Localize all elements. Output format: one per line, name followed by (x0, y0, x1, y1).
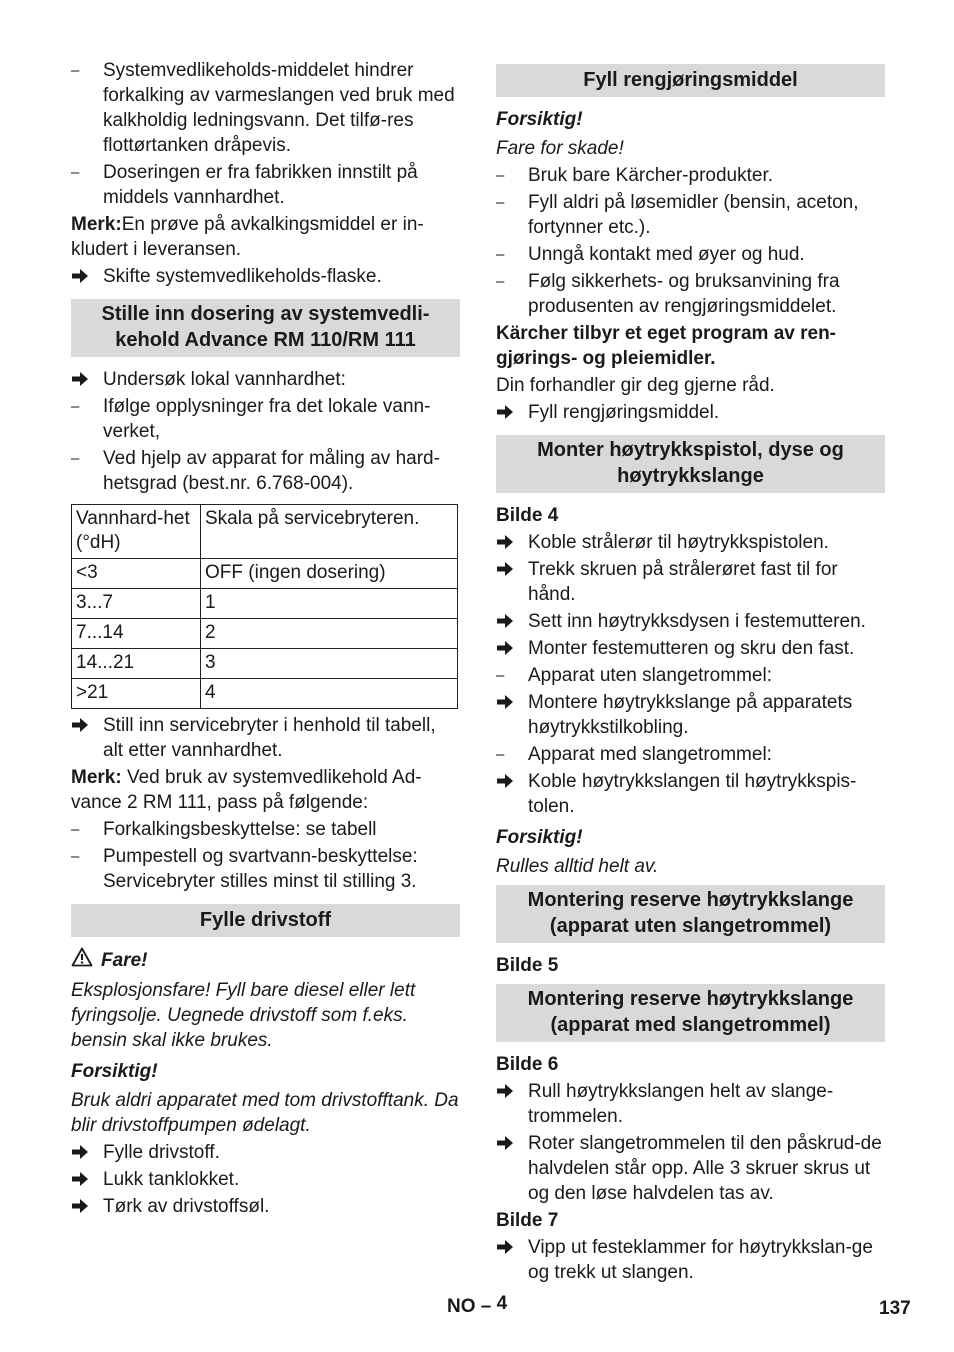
section-heading: Fyll rengjøringsmiddel (496, 64, 885, 97)
table-cell: <3 (72, 559, 201, 589)
action-text: Skifte systemvedlikeholds-flaske. (103, 266, 382, 287)
list-item (496, 742, 885, 767)
figure-label: Bilde 5 (496, 955, 559, 976)
section-heading: Stille inn dosering av systemvedli-kehold Advance RM 110/RM 111 (71, 299, 460, 357)
action-item (496, 1235, 885, 1285)
arrow-icon (71, 713, 99, 738)
action-text: Koble høytrykkslangen til høytrykkspis-tolen. (528, 771, 857, 817)
dash-marker: – (496, 667, 505, 684)
table-row (72, 505, 458, 559)
list-item-text: Pumpestell og svartvann-beskyttelse: Servicebryter stilles minst til stilling 3. (103, 846, 418, 892)
danger-heading (71, 947, 460, 974)
action-text: Monter festemutteren og skru den fast. (528, 638, 855, 659)
note-label: Merk: (71, 767, 122, 788)
danger-text: Eksplosjonsfare! Fyll bare diesel eller lett fyringsolje. Uegnede drivstoff som f.eks. bensin skal ikke brukes. (71, 980, 416, 1051)
action-text: Roter slangetrommelen til den påskrud-de halvdelen står opp. Alle 3 skruer skrus ut og den løse halvdelen tas av. (528, 1133, 882, 1204)
figure-label: Bilde 6 (496, 1054, 559, 1075)
list-item-text: Unngå kontakt med øyer og hud. (528, 244, 805, 265)
caution-text: Bruk aldri apparatet med tom drivstofftank. Da blir drivstoffpumpen ødelagt. (71, 1090, 459, 1136)
warning-triangle-icon (71, 947, 93, 974)
footer-lang: NO (447, 1296, 476, 1317)
action-text: Koble strålerør til høytrykkspistolen. (528, 532, 829, 553)
table-row (72, 619, 458, 649)
caution-label: Forsiktig! (71, 1061, 158, 1082)
note-paragraph (71, 765, 460, 815)
list-item-text: Doseringen er fra fabrikken innstilt på middels vannhardhet. (103, 162, 418, 208)
list-item (496, 242, 885, 267)
section-heading: Montering reserve høytrykkslange (apparat med slangetrommel) (496, 984, 885, 1042)
action-text: Trekk skruen på strålerøret fast til for hånd. (528, 559, 838, 605)
section-heading: Montering reserve høytrykkslange (apparat uten slangetrommel) (496, 885, 885, 943)
action-text: Tørk av drivstoffsøl. (103, 1196, 270, 1217)
table-cell: 3...7 (72, 589, 201, 619)
list-item-text: Ifølge opplysninger fra det lokale vann-verket, (103, 396, 431, 442)
action-text: Fylle drivstoff. (103, 1142, 220, 1163)
arrow-icon (496, 1131, 524, 1156)
caution-label: Forsiktig! (496, 109, 583, 130)
list-item (71, 58, 460, 158)
arrow-icon (496, 400, 524, 425)
list-item (496, 163, 885, 188)
action-text: Fyll rengjøringsmiddel. (528, 402, 720, 423)
caution-text: Rulles alltid helt av. (496, 856, 659, 877)
list-item (71, 394, 460, 444)
dash-marker: – (71, 164, 80, 181)
dash-marker: – (496, 246, 505, 263)
list-item (71, 817, 460, 842)
figure-label: Bilde 7 (496, 1210, 559, 1231)
arrow-icon (496, 1079, 524, 1104)
action-text: Undersøk lokal vannhardhet: (103, 369, 346, 390)
dash-marker: – (71, 821, 80, 838)
info-paragraph: Din forhandler gir deg gjerne råd. (496, 375, 775, 396)
action-item (496, 1079, 885, 1129)
action-text: Vipp ut festeklammer for høytrykkslan-ge og trekk ut slangen. (528, 1237, 873, 1283)
action-text: Still inn servicebryter i henhold til tabell, alt etter vannhardhet. (103, 715, 436, 761)
note-paragraph (71, 212, 460, 262)
note-text: Ved bruk av systemvedlikehold Ad-vance 2 RM 111, pass på følgende: (71, 767, 422, 813)
list-item (496, 663, 885, 688)
action-item (496, 1131, 885, 1206)
section-heading: Fylle drivstoff (71, 904, 460, 937)
dash-marker: – (496, 273, 505, 290)
note-label: Merk: (71, 214, 122, 235)
caution-subtext: Fare for skade! (496, 138, 624, 159)
action-item (71, 264, 460, 289)
list-item (71, 446, 460, 496)
list-item-text: Følg sikkerhets- og bruksanvining fra produsenten av rengjøringsmiddelet. (528, 271, 840, 317)
arrow-icon (71, 1140, 99, 1165)
list-item-text: Apparat uten slangetrommel: (528, 665, 772, 686)
caution-label: Forsiktig! (496, 827, 583, 848)
action-item (496, 557, 885, 607)
table-cell: >21 (72, 679, 201, 709)
info-paragraph: Kärcher tilbyr et eget program av ren-gjørings- og pleiemidler. (496, 323, 836, 369)
list-item (496, 190, 885, 240)
table-row (72, 679, 458, 709)
table-cell: OFF (ingen dosering) (201, 559, 458, 589)
table-cell: 7...14 (72, 619, 201, 649)
arrow-icon (496, 636, 524, 661)
action-item (71, 1140, 460, 1165)
table-cell: 1 (201, 589, 458, 619)
arrow-icon (496, 530, 524, 555)
action-item (496, 609, 885, 634)
list-item (71, 844, 460, 894)
list-item-text: Apparat med slangetrommel: (528, 744, 772, 765)
list-item-text: Fyll aldri på løsemidler (bensin, aceton, fortynner etc.). (528, 192, 859, 238)
note-text: En prøve på avkalkingsmiddel er in-kludert i leveransen. (71, 214, 424, 260)
figure-label: Bilde 4 (496, 505, 559, 526)
table-row (72, 559, 458, 589)
danger-label: Fare! (101, 950, 148, 971)
table-cell: 3 (201, 649, 458, 679)
dash-marker: – (71, 450, 80, 467)
list-item (71, 160, 460, 210)
table-row (72, 589, 458, 619)
section-heading: Monter høytrykkspistol, dyse og høytrykkslange (496, 435, 885, 493)
action-item (496, 636, 885, 661)
action-text: Sett inn høytrykksdysen i festemutteren. (528, 611, 866, 632)
dash-marker: – (496, 167, 505, 184)
arrow-icon (71, 367, 99, 392)
arrow-icon (496, 1235, 524, 1260)
action-text: Montere høytrykkslange på apparatets høytrykkstilkobling. (528, 692, 853, 738)
arrow-icon (71, 264, 99, 289)
hardness-table (71, 504, 458, 709)
table-header-cell: Vannhard-het (°dH) (72, 505, 201, 559)
dash-marker: – (496, 746, 505, 763)
action-item (496, 400, 885, 425)
arrow-icon (496, 690, 524, 715)
table-header-cell: Skala på servicebryteren. (201, 505, 458, 559)
action-item (71, 1194, 460, 1219)
dash-marker: – (71, 398, 80, 415)
page-number: 137 (879, 1298, 911, 1319)
action-item (71, 1167, 460, 1192)
table-cell: 14...21 (72, 649, 201, 679)
footer-section-number: 4 (496, 1293, 508, 1314)
right-column (496, 64, 885, 1287)
action-item (496, 769, 885, 819)
arrow-icon (496, 609, 524, 634)
list-item-text: Bruk bare Kärcher-produkter. (528, 165, 774, 186)
action-item (71, 713, 460, 763)
action-item (496, 690, 885, 740)
left-column (71, 58, 460, 1221)
table-cell: 2 (201, 619, 458, 649)
arrow-icon (71, 1194, 99, 1219)
list-item-text: Ved hjelp av apparat for måling av hard-hetsgrad (best.nr. 6.768-004). (103, 448, 440, 494)
footer-section-label (447, 1294, 507, 1319)
list-item-text: Systemvedlikeholds-middelet hindrer forkalking av varmeslangen ved bruk med kalkholdig ledningsvann. Det tilfø-res flottørtanken dråpevis. (103, 60, 455, 156)
dash-marker: – (71, 848, 80, 865)
table-row (72, 649, 458, 679)
dash-marker: – (496, 194, 505, 211)
action-text: Rull høytrykkslangen helt av slange-trommelen. (528, 1081, 834, 1127)
dash-marker: – (71, 62, 80, 79)
arrow-icon (496, 557, 524, 582)
footer-separator: – (480, 1296, 492, 1317)
action-item (496, 530, 885, 555)
action-item (71, 367, 460, 392)
list-item (496, 269, 885, 319)
action-text: Lukk tanklokket. (103, 1169, 240, 1190)
list-item-text: Forkalkingsbeskyttelse: se tabell (103, 819, 377, 840)
arrow-icon (71, 1167, 99, 1192)
arrow-icon (496, 769, 524, 794)
table-cell: 4 (201, 679, 458, 709)
